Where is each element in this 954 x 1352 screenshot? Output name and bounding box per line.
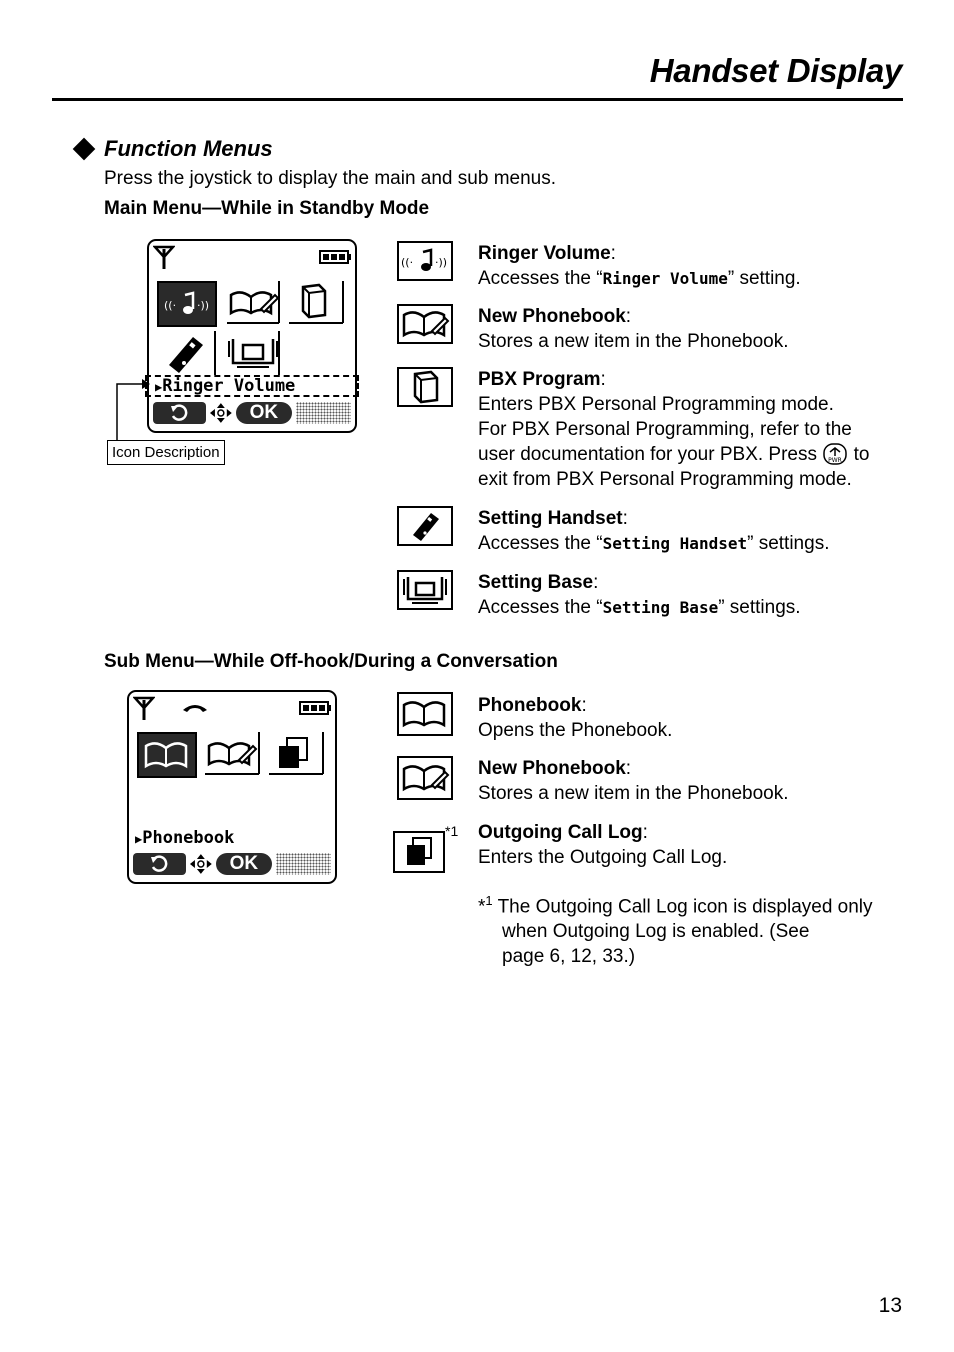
- setting-handset-item: Setting Handset: Accesses the “Setting Handset” settings.: [478, 508, 830, 554]
- back-button[interactable]: [153, 402, 206, 424]
- item-text: Accesses the “: [478, 533, 603, 554]
- back-arrow-icon: [149, 855, 171, 873]
- soft-key-bar: [133, 852, 331, 876]
- section-intro: Press the joystick to display the main and sub menus.: [104, 168, 557, 189]
- setting-base-icon: [400, 573, 450, 607]
- item-text-line-3-start: user documentation for your PBX. Press: [478, 444, 817, 465]
- pbx-program-icon-box: [397, 367, 453, 407]
- item-title: Outgoing Call Log: [478, 822, 643, 843]
- item-text-line-1: Enters PBX Personal Programming mode.: [478, 394, 834, 415]
- item-text-end: ” settings.: [718, 597, 801, 618]
- ok-button[interactable]: OK: [236, 402, 291, 424]
- setting-base-tile[interactable]: [225, 331, 281, 375]
- footnote-star: *: [478, 896, 486, 918]
- dot-pattern: [296, 402, 351, 424]
- footnote-line-1: The Outgoing Call Log icon is displayed only: [497, 896, 873, 918]
- item-text-end: ” setting.: [727, 268, 801, 289]
- new-phonebook-tile[interactable]: [225, 281, 281, 325]
- new-phonebook-item: New Phonebook: Stores a new item in the Phonebook.: [478, 306, 789, 352]
- setting-base-icon: [225, 331, 281, 375]
- joystick-icon[interactable]: [208, 402, 234, 424]
- item-text-end: ” settings.: [747, 533, 830, 554]
- sub-menu-heading: Sub Menu—While Off-hook/During a Conversation: [104, 651, 558, 672]
- new-phonebook-icon-box: [397, 756, 453, 800]
- pbx-program-tile[interactable]: [287, 281, 345, 325]
- item-title: New Phonebook: [478, 758, 626, 779]
- item-title: New Phonebook: [478, 306, 626, 327]
- item-text: Stores a new item in the Phonebook.: [478, 783, 789, 804]
- off-hook-icon: [181, 702, 209, 716]
- phonebook-item: Phonebook: Opens the Phonebook.: [478, 695, 673, 741]
- ringer-volume-icon-box: [397, 241, 453, 281]
- outgoing-call-log-icon: [399, 835, 439, 869]
- new-phonebook-icon: [400, 307, 450, 341]
- svg-text:((·: ((·: [401, 256, 414, 269]
- new-phonebook-item: New Phonebook: Stores a new item in the Phonebook.: [478, 758, 789, 804]
- item-text: Stores a new item in the Phonebook.: [478, 331, 789, 352]
- footnote-marker: *1: [445, 823, 459, 839]
- sub-menu-screen: [127, 690, 337, 884]
- power-key-icon: [822, 442, 848, 466]
- outgoing-call-log-icon: [267, 732, 325, 776]
- item-title: PBX Program: [478, 369, 601, 390]
- screen-label: [155, 376, 295, 396]
- outgoing-call-log-tile[interactable]: [267, 732, 325, 776]
- back-arrow-icon: [169, 404, 191, 422]
- footnote-line-3: page 6, 12, 33.): [502, 946, 636, 968]
- section-heading: [72, 136, 273, 162]
- item-title: Ringer Volume: [478, 243, 611, 264]
- footnote-number: 1: [485, 893, 493, 908]
- title-rule: [52, 98, 903, 101]
- ringer-volume-item: Ringer Volume: Accesses the “Ringer Volume” setting.: [478, 243, 801, 289]
- screen-label-text: Ringer Volume: [162, 376, 296, 396]
- antenna-icon: [153, 245, 175, 269]
- joystick-icon[interactable]: [188, 853, 214, 875]
- phonebook-icon-box: [397, 692, 453, 736]
- main-menu-heading: Main Menu—While in Standby Mode: [104, 198, 430, 219]
- callout-arrow: [108, 376, 152, 442]
- new-phonebook-icon: [225, 281, 281, 325]
- ringer-volume-tile[interactable]: [157, 281, 217, 327]
- pbx-program-icon: [287, 281, 345, 325]
- section-title: Function Menus: [104, 136, 273, 161]
- item-text-line-2: For PBX Personal Programming, refer to the: [478, 419, 852, 440]
- item-text-line-4: exit from PBX Personal Programming mode.: [478, 469, 852, 490]
- item-title: Phonebook: [478, 695, 582, 716]
- dot-pattern: [276, 853, 331, 875]
- antenna-icon: [133, 696, 155, 720]
- item-setting-name: Setting Handset: [602, 534, 748, 553]
- screen-label-text: Phonebook: [142, 828, 235, 848]
- pointer-icon: ▶: [135, 832, 143, 846]
- ringer-volume-icon: [399, 246, 451, 276]
- ringer-volume-icon: [160, 289, 214, 319]
- item-text-line-3-end: to: [853, 444, 870, 465]
- new-phonebook-tile[interactable]: [203, 732, 261, 776]
- item-title: Setting Base: [478, 572, 594, 593]
- new-phonebook-icon: [203, 732, 261, 776]
- ok-button[interactable]: OK: [216, 853, 271, 875]
- outgoing-call-log-icon-box: [393, 831, 445, 873]
- main-menu-screen: [147, 239, 357, 433]
- svg-text:·)): ·)): [197, 299, 210, 312]
- page-number: 13: [878, 1294, 902, 1317]
- battery-icon: [299, 700, 331, 716]
- soft-key-bar: [153, 401, 351, 425]
- item-setting-name: Ringer Volume: [602, 269, 728, 288]
- item-text: Opens the Phonebook.: [478, 720, 673, 741]
- footnote-line-2: when Outgoing Log is enabled. (See: [502, 921, 810, 943]
- setting-handset-icon-box: [397, 506, 453, 546]
- item-text: Accesses the “: [478, 597, 603, 618]
- svg-text:·)): ·)): [435, 256, 448, 269]
- item-text: Enters the Outgoing Call Log.: [478, 847, 728, 868]
- diamond-bullet-icon: [73, 138, 96, 161]
- screen-label: [135, 828, 234, 848]
- pointer-icon: ▶: [155, 380, 163, 394]
- item-text: Accesses the “: [478, 268, 603, 289]
- phonebook-tile[interactable]: [137, 732, 197, 778]
- item-text-line-3: [478, 442, 869, 467]
- icon-description-caption: Icon Description: [107, 440, 225, 465]
- footnote: [478, 888, 873, 969]
- pbx-program-item: PBX Program: Enters PBX Personal Programming mode. For PBX Personal Programming, refer to the user documentation for your PBX. Press PWR to exit from PBX Personal Programming mode.: [478, 369, 870, 490]
- outgoing-call-log-item: Outgoing Call Log: Enters the Outgoing Call Log.: [478, 822, 728, 868]
- setting-handset-icon: [157, 331, 217, 375]
- battery-icon: [319, 249, 351, 265]
- svg-text:((·: ((·: [164, 299, 177, 312]
- new-phonebook-icon-box: [397, 304, 453, 344]
- setting-handset-icon: [405, 509, 445, 543]
- item-setting-name: Setting Base: [602, 598, 719, 617]
- phonebook-icon: [400, 697, 450, 731]
- item-title: Setting Handset: [478, 508, 623, 529]
- setting-base-item: Setting Base: Accesses the “Setting Base” settings.: [478, 572, 801, 618]
- setting-base-icon-box: [397, 570, 453, 610]
- setting-handset-tile[interactable]: [157, 331, 217, 375]
- phonebook-icon: [142, 738, 192, 772]
- power-key-label: PWR: [828, 457, 843, 464]
- new-phonebook-icon: [400, 761, 450, 795]
- pbx-program-icon: [405, 370, 445, 404]
- page-title: Handset Display: [649, 52, 902, 89]
- back-button[interactable]: [133, 853, 186, 875]
